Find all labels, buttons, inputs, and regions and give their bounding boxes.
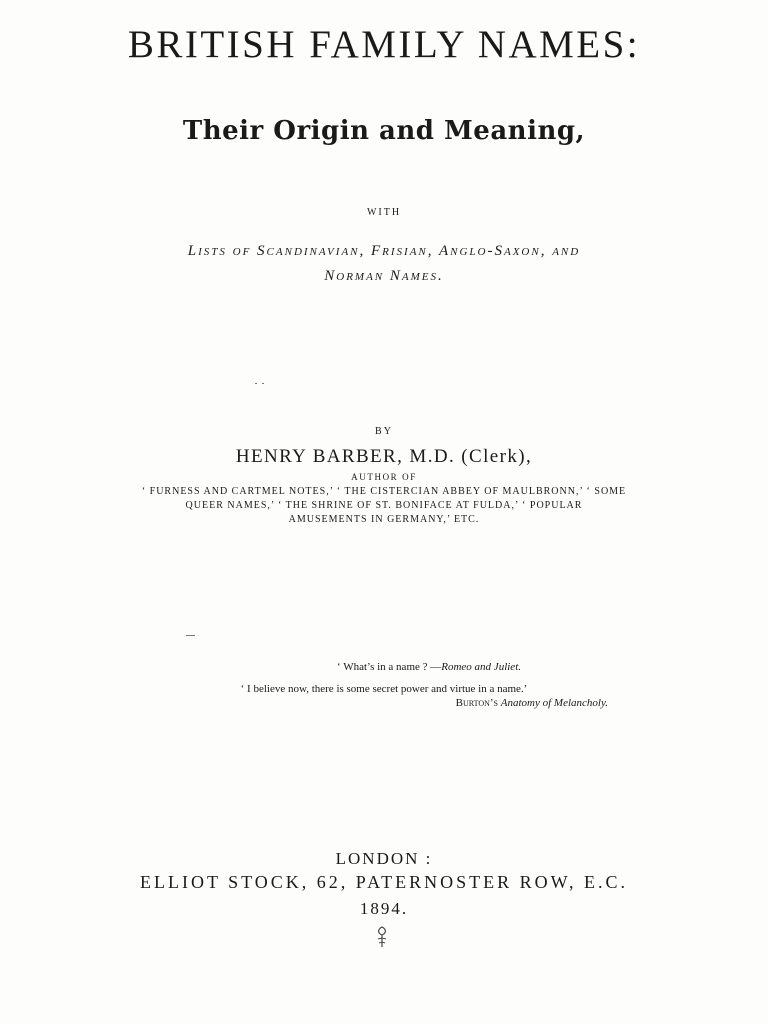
with-label: WITH (366, 207, 402, 218)
lists-description (0, 239, 768, 289)
other-works (0, 485, 768, 527)
quote-romeo-source: Romeo and Juliet. (441, 661, 521, 673)
quote-burton-attribution (0, 697, 608, 709)
other-works-line-2: QUEER NAMES,’ ‘ THE SHRINE OF ST. BONIFACE AT FULDA,’ ‘ POPULAR (185, 500, 583, 511)
quote-burton-author: Burton’s (455, 697, 499, 709)
by-label: BY (375, 426, 393, 437)
quote-burton: ‘ I believe now, there is some secret power and virtue in a name.’ (240, 683, 528, 695)
quote-romeo-text: ‘ What’s in a name ? — (337, 661, 442, 673)
printer-ornament-icon (373, 925, 391, 949)
other-works-line-3: AMUSEMENTS IN GERMANY,’ ETC. (288, 514, 480, 525)
quote-romeo (0, 661, 768, 673)
publication-place: LONDON : (335, 849, 433, 868)
scan-speck (255, 383, 257, 384)
book-title: BRITISH FAMILY NAMES: (127, 23, 641, 66)
author-name: HENRY BARBER, M.D. (Clerk), (235, 446, 533, 467)
publisher-address: ELLIOT STOCK, 62, PATERNOSTER ROW, E.C. (139, 872, 629, 892)
publication-year: 1894. (359, 899, 409, 918)
scan-speck (262, 383, 264, 384)
author-of-label: AUTHOR OF (351, 472, 417, 482)
scan-speck (186, 635, 195, 636)
quote-burton-source: Anatomy of Melancholy. (500, 697, 608, 709)
book-subtitle: Their Origin and Meaning, (182, 116, 586, 146)
other-works-line-1: ‘ FURNESS AND CARTMEL NOTES,’ ‘ THE CISTERCIAN ABBEY OF MAULBRONN,’ ‘ SOME (141, 486, 627, 497)
lists-line-1: Lists of Scandinavian, Frisian, Anglo-Saxon, and (187, 243, 581, 259)
lists-line-2: Norman Names. (324, 268, 444, 284)
